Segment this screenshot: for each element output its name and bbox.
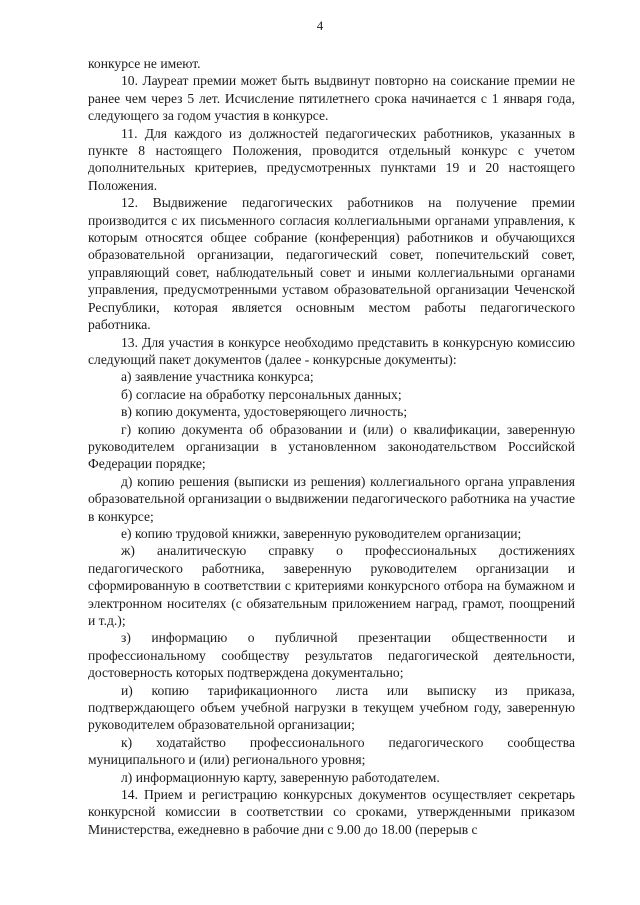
list-item-v: в) копию документа, удостоверяющего личность; <box>121 404 408 420</box>
list-item-k: к) ходатайство профессионального педагогического сообщества муниципального и (или) регионального уровня; <box>88 734 575 768</box>
paragraph-continuation: конкурсе не имеют. <box>88 56 201 71</box>
list-item-g: г) копию документа об образовании и (или) о квалификации, заверенную руководителем организации в установленном законодательством Российской Федерации порядке; <box>88 421 575 472</box>
list-item-i: и) копию тарификационного листа или выписку из приказа, подтверждающего объем учебной нагрузки в текущем учебном году, заверенную руководителем образовательной организации; <box>88 682 575 733</box>
list-item-zh: ж) аналитическую справку о профессиональных достижениях педагогического работника, заверенную руководителем организации и сформированную в соответствии с критериями конкурсного отбора на бумажном и электронном носителях (с обязательным приложением наград, грамот, поощрений и т.д.); <box>88 543 575 628</box>
paragraph-10: 10. Лауреат премии может быть выдвинут повторно на соискание премии не ранее чем через 5 лет. Исчисление пятилетнего срока начинается с 1 января года, следующего за годом участия в конкурсе. <box>88 73 575 124</box>
page-number: 4 <box>316 18 324 33</box>
list-item-d: д) копию решения (выписки из решения) коллегиального органа управления образовательной организации о выдвижении педагогического работника на участие в конкурсе; <box>88 473 575 524</box>
list-item-e: е) копию трудовой книжки, заверенную руководителем организации; <box>121 525 522 541</box>
list-item-a: а) заявление участника конкурса; <box>121 369 314 385</box>
paragraph-14: 14. Прием и регистрацию конкурсных документов осуществляет секретарь конкурсной комиссии в соответствии со сроками, утвержденными приказом Министерства, ежедневно в рабочие дни с 9.00 до 18.00 (перерыв с <box>88 787 575 837</box>
paragraph-11: 11. Для каждого из должностей педагогических работников, указанных в пункте 8 настоящего Положения, проводится отдельный конкурс с учетом дополнительных критериев, предусмотренных пунктами 19 и 20 настоящего Положения. <box>88 125 575 193</box>
document-body <box>88 55 575 838</box>
list-item-b: б) согласие на обработку персональных данных; <box>121 386 402 402</box>
list-item-z: з) информацию о публичной презентации общественности и профессиональному сообществу результатов педагогической деятельности, достоверность которых подтверждена документально; <box>88 630 575 681</box>
list-item-l: л) информационную карту, заверенную работодателем. <box>121 769 440 785</box>
paragraph-12: 12. Выдвижение педагогических работников на получение премии производится с их письменного согласия коллегиальными органами управления, к которым относятся общее собрание (конференция) работников и обучающихся образовательной организации, педагогический совет, попечительский совет, управляющий совет, наблюдательный совет и иными коллегиальными органами управления, предусмотренными уставом образовательной организации Чеченской Республики, которая является основным местом работы педагогического работника. <box>88 195 575 333</box>
paragraph-13: 13. Для участия в конкурсе необходимо представить в конкурсную комиссию следующий пакет документов (далее - конкурсные документы): <box>88 334 575 367</box>
